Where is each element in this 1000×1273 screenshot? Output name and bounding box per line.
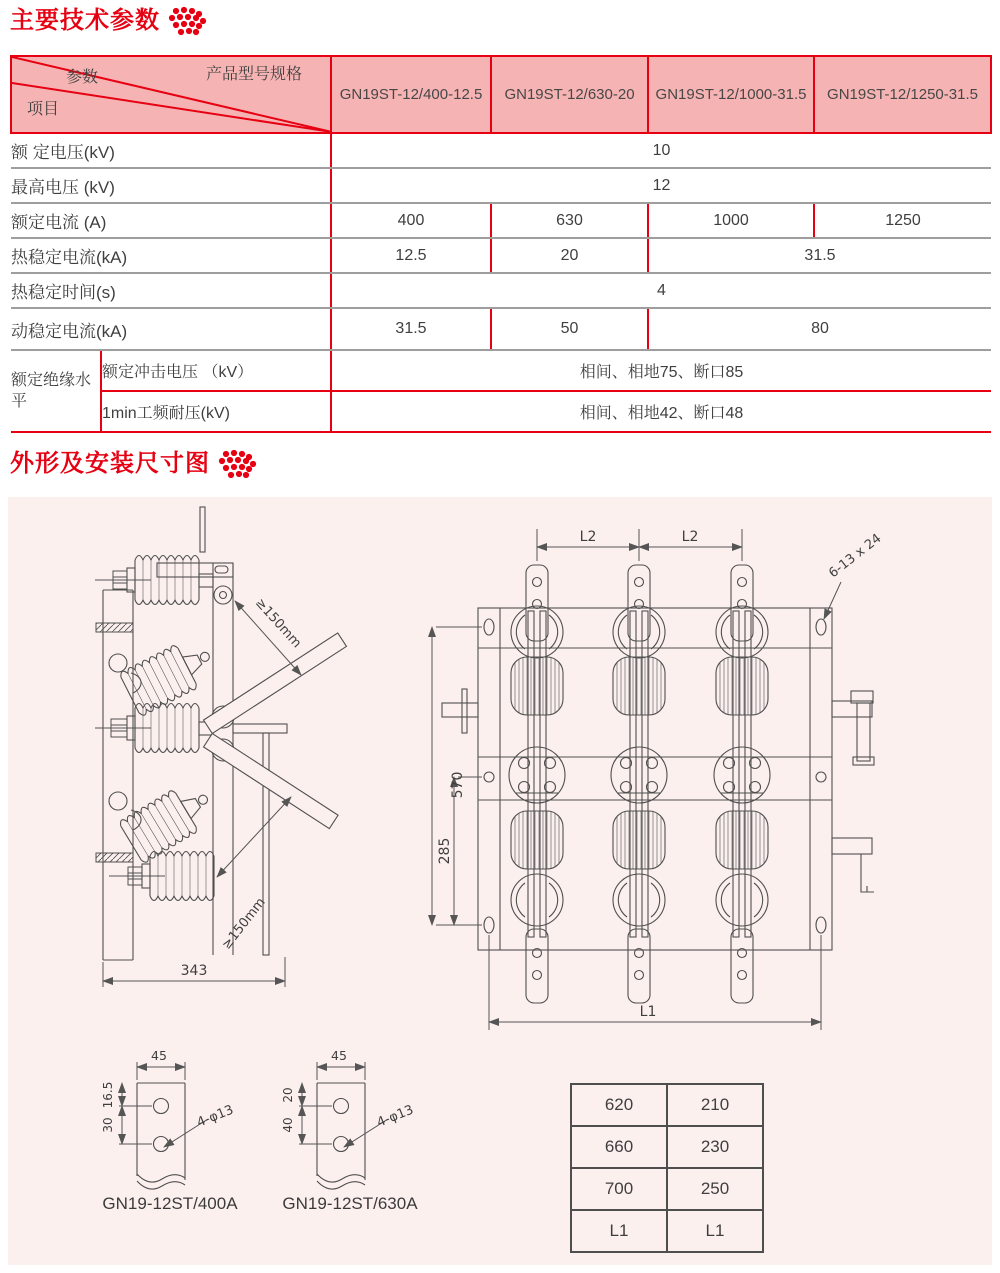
param-value: 50 [491, 308, 648, 350]
triangle-dots-icon [217, 449, 257, 479]
table-row [11, 273, 991, 308]
param-value: 相间、相地42、断口48 [331, 391, 991, 432]
size-table [570, 1083, 764, 1253]
triangle-dots-icon [167, 6, 207, 36]
hole-pitch-dim: 40 [281, 1117, 295, 1133]
hole-offset-dim: 16.5 [101, 1081, 115, 1109]
param-label: 1min工频耐压(kV) [101, 391, 331, 432]
corner-right-label: 产品型号规格 [206, 66, 303, 83]
size-cell: 210 [667, 1084, 763, 1126]
table-row [571, 1168, 763, 1210]
hole-note-label: 4-φ13 [194, 1102, 236, 1131]
l2-right-label: L2 [681, 529, 699, 545]
dimensions-title: 外形及安装尺寸图 [10, 450, 210, 477]
table-row [571, 1210, 763, 1252]
side-view-drawing [95, 505, 385, 1010]
table-row [571, 1126, 763, 1168]
param-label: 动稳定电流(kA) [11, 308, 331, 350]
hole-400-caption: GN19-12ST/400A [102, 1194, 238, 1213]
size-cell: 620 [571, 1084, 667, 1126]
specs-section-header [10, 6, 207, 36]
size-cell: L1 [571, 1210, 667, 1252]
slot-note-label: 6-13 x 24 [826, 531, 885, 582]
table-row [571, 1084, 763, 1126]
param-value: 1250 [814, 203, 991, 238]
size-cell: 660 [571, 1126, 667, 1168]
corner-cell [11, 56, 331, 133]
clearance-lower-label: ≥150mm [219, 895, 269, 953]
hole-offset-dim: 20 [281, 1087, 295, 1103]
param-value: 31.5 [331, 308, 491, 350]
table-row [11, 391, 991, 432]
param-value: 4 [331, 273, 991, 308]
param-label: 额 定电压(kV) [11, 133, 331, 168]
param-value: 400 [331, 203, 491, 238]
param-value: 相间、相地75、断口85 [331, 350, 991, 391]
specs-title: 主要技术参数 [10, 7, 160, 34]
table-row [11, 350, 991, 391]
table-row [11, 238, 991, 273]
param-label: 额定冲击电压 （kV） [101, 350, 331, 391]
size-cell: L1 [667, 1210, 763, 1252]
model-column-header: GN19ST-12/630-20 [491, 56, 648, 133]
table-row [11, 133, 991, 168]
height-dim-label: 570 [450, 771, 466, 799]
front-view-drawing [420, 505, 980, 1050]
l2-left-label: L2 [579, 529, 597, 545]
param-label: 最高电压 (kV) [11, 168, 331, 203]
param-value: 20 [491, 238, 648, 273]
param-value: 12 [331, 168, 991, 203]
size-cell: 700 [571, 1168, 667, 1210]
width-dim-label: 343 [180, 963, 208, 979]
half-height-dim-label: 285 [437, 837, 453, 865]
table-row [11, 308, 991, 350]
l1-dim-label: L1 [639, 1004, 657, 1020]
hole-width-dim: 45 [331, 1048, 347, 1063]
param-value: 80 [648, 308, 991, 350]
table-header-row [11, 56, 991, 133]
param-value: 12.5 [331, 238, 491, 273]
spec-table [10, 55, 992, 433]
model-column-header: GN19ST-12/400-12.5 [331, 56, 491, 133]
hole-drawing-630 [275, 1040, 445, 1192]
size-cell: 250 [667, 1168, 763, 1210]
corner-top-label: 参数 [66, 69, 99, 86]
model-column-header: GN19ST-12/1000-31.5 [648, 56, 814, 133]
hole-width-dim: 45 [151, 1048, 167, 1063]
corner-bottom-label: 项目 [27, 101, 60, 118]
param-value: 1000 [648, 203, 814, 238]
param-value: 630 [491, 203, 648, 238]
model-column-header: GN19ST-12/1250-31.5 [814, 56, 991, 133]
table-row [11, 168, 991, 203]
param-label: 额定电流 (A) [11, 203, 331, 238]
size-cell: 230 [667, 1126, 763, 1168]
hole-note-label: 4-φ13 [374, 1102, 416, 1131]
param-value: 10 [331, 133, 991, 168]
dimensions-section-header [10, 449, 257, 479]
insulation-group-label: 额定绝缘水平 [11, 350, 101, 432]
clearance-upper-label: ≥150mm [252, 595, 305, 652]
param-value: 31.5 [648, 238, 991, 273]
hole-630-caption: GN19-12ST/630A [282, 1194, 418, 1213]
table-row [11, 203, 991, 238]
param-label: 热稳定电流(kA) [11, 238, 331, 273]
param-label: 热稳定时间(s) [11, 273, 331, 308]
hole-pitch-dim: 30 [101, 1117, 115, 1133]
hole-drawing-400 [95, 1040, 265, 1192]
